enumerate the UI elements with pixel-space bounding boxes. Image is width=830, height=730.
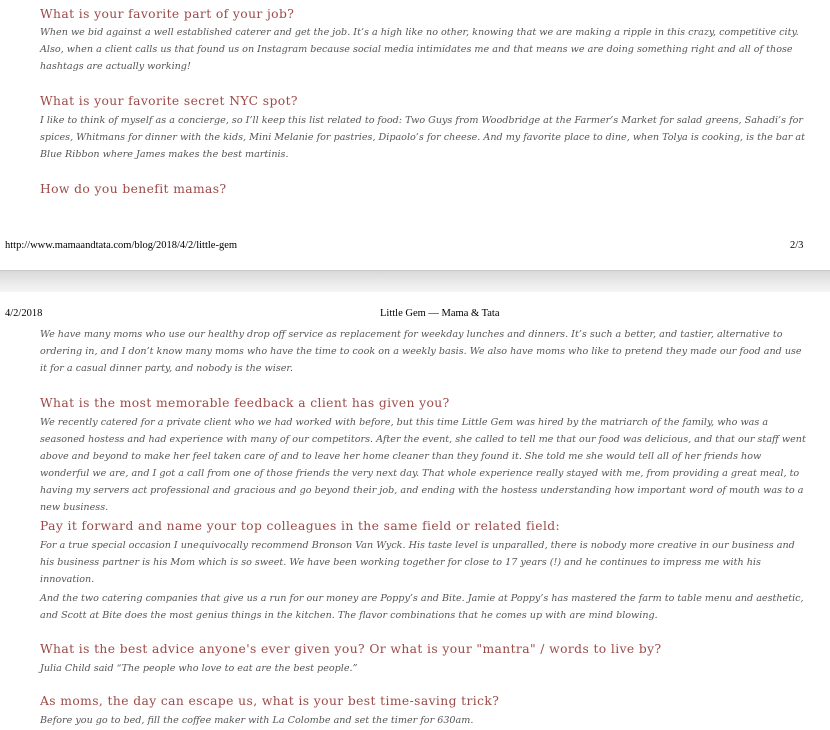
question-favorite-part: What is your favorite part of your job? bbox=[40, 7, 295, 21]
footer-url: http://www.mamaandtata.com/blog/2018/4/2/little-gem bbox=[5, 240, 238, 251]
question-best-advice: What is the best advice anyone's ever given you? Or what is your "mantra" / words to live by? bbox=[40, 642, 662, 656]
answer-best-advice: Julia Child said “The people who love to eat are the best people.” bbox=[40, 663, 358, 674]
question-time-saving-trick: As moms, the day can escape us, what is your best time-saving trick? bbox=[40, 694, 500, 708]
answer-benefit-mamas: We have many moms who use our healthy drop off service as replacement for weekday lunches and dinners. It’s such a better, and tastier, alternative to ordering in, and I don’t know many moms who have the time to cook on a weekly basis. We also have moms who like to pretend they made our food and use it for a casual dinner party, and nobody is the wiser. bbox=[40, 329, 802, 374]
question-secret-spot: What is your favorite secret NYC spot? bbox=[40, 94, 298, 108]
pdf-page-2 bbox=[0, 0, 830, 270]
page-separator bbox=[0, 270, 830, 293]
question-benefit-mamas: How do you benefit mamas? bbox=[40, 182, 227, 196]
answer-top-colleagues: For a true special occasion I unequivocally recommend Bronson Van Wyck. His taste level is unparalled, there is nobody more creative in our business and his business partner is his Mom which is so sweet. We have been working together for close to 17 years (!) and he continues to impress me with his innovation. bbox=[40, 540, 795, 585]
header-date: 4/2/2018 bbox=[5, 308, 43, 319]
answer-secret-spot: I like to think of myself as a concierge, so I’ll keep this list related to food: Two Guys from Woodbridge at the Farmer’s Market for salad greens, Sahadi’s for spices, Whitmans for dinner with the kids, Mini Melanie for pastries, Dipaolo’s for cheese. And my favorite place to dine, when Tolya is cooking, is the bar at Blue Ribbon where James makes the best martinis. bbox=[40, 115, 805, 160]
question-memorable-feedback: What is the most memorable feedback a client has given you? bbox=[40, 396, 450, 410]
answer-memorable-feedback: We recently catered for a private client who we had worked with before, but this time Little Gem was hired by the matriarch of the family, who was a seasoned hostess and had experience with many of our competitors. After the event, she called to tell me that our food was delicious, and that our staff went above and beyond to make her feel taken care of and to leave her home cleaner than they found it. She told me she would tell all of her friends how wonderful we are, and I got a call from one of those friends the very next day. That whole experience really stayed with me, from providing a great meal, to having my servers act professional and gracious and go beyond their job, and ending with the hostess understanding how important word of mouth was to a new business. bbox=[40, 417, 806, 513]
answer-time-saving-trick: Before you go to bed, fill the coffee maker with La Colombe and set the timer for 630am. bbox=[40, 715, 474, 726]
answer-favorite-part: When we bid against a well established caterer and get the job. It’s a high like no other, knowing that we are making a ripple in this crazy, competitive city. Also, when a client calls us that found us on Instagram because social media intimidates me and that means we are doing something right and all of those hashtags are actually working! bbox=[40, 27, 799, 72]
footer-page-number: 2/3 bbox=[790, 240, 804, 251]
answer-top-colleagues-continued: And the two catering companies that give us a run for our money are Poppy’s and Bite. Jamie at Poppy’s has mastered the farm to table menu and aesthetic, and Scott at Bite does the most genius things in the kitchen. The flavor combinations that he comes up with are mind blowing. bbox=[40, 593, 804, 621]
pdf-page-3 bbox=[0, 292, 830, 730]
header-title: Little Gem — Mama & Tata bbox=[380, 308, 500, 319]
question-top-colleagues: Pay it forward and name your top colleagues in the same field or related field: bbox=[40, 519, 561, 533]
